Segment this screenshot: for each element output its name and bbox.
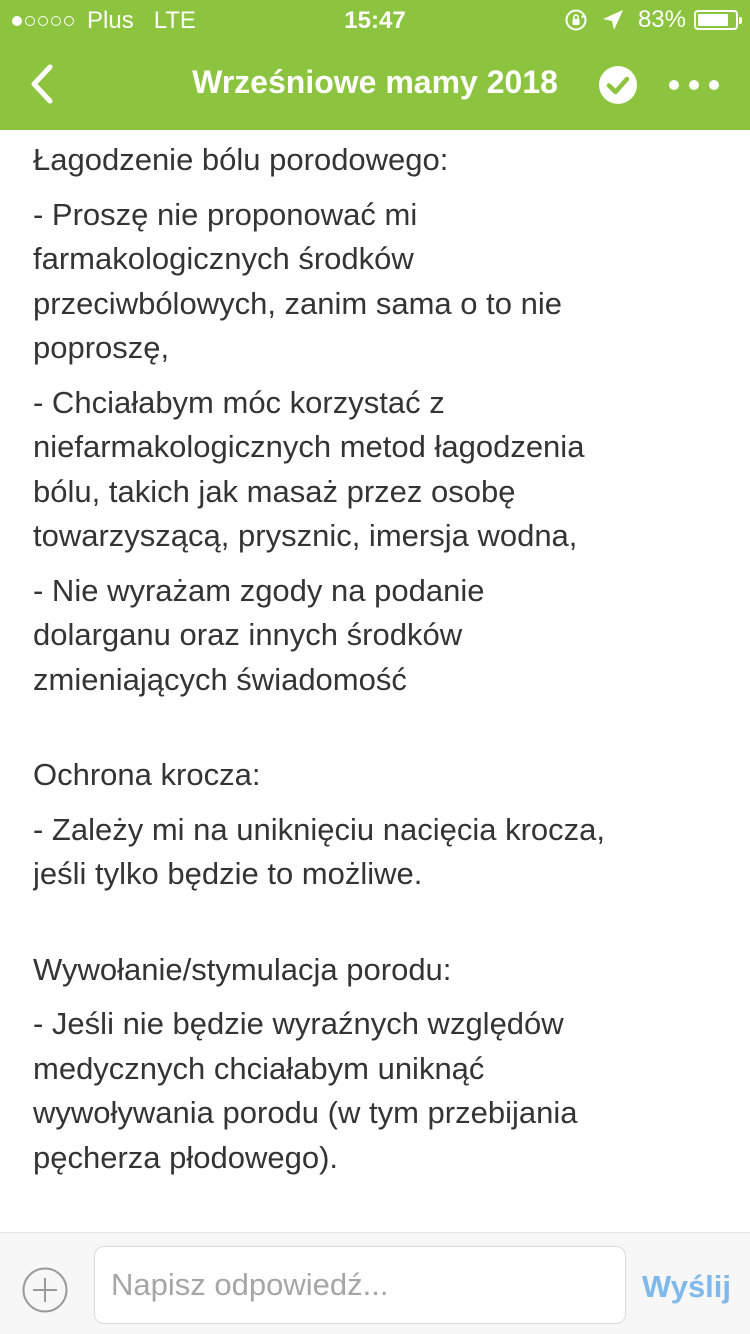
back-button[interactable] [20, 60, 70, 110]
add-attachment-button[interactable] [22, 1267, 68, 1313]
section-heading: Ochrona krocza: [33, 757, 261, 792]
paragraph-gap [33, 702, 733, 745]
more-options-button[interactable] [664, 66, 724, 104]
carrier-name: Plus [87, 7, 134, 34]
plus-circle-icon [22, 1267, 68, 1313]
paragraph-gap [33, 897, 733, 940]
rotation-lock-icon [564, 8, 588, 32]
message-body [33, 130, 733, 1230]
list-item: - Zależy mi na uniknięciu nacięcia krocza, jeśli tylko będzie to możliwe. [33, 811, 606, 891]
ellipsis-icon [664, 66, 724, 104]
battery-level [698, 14, 728, 26]
section-heading: Wywołanie/stymulacja porodu: [33, 951, 452, 987]
send-button[interactable]: Wyślij [642, 1269, 732, 1304]
nav-bar [0, 40, 750, 130]
status-time: 15:47 [344, 7, 406, 34]
section-heading: Łagodzenie bólu porodowego: [33, 142, 449, 177]
battery-icon [694, 10, 738, 30]
list-item: - Proszę nie proponować mi farmakologicznych środków przeciwbólowych, zanim sama o to nie poproszę, [33, 196, 562, 365]
page-title: Wrześniowe mamy 2018 [192, 64, 558, 100]
list-item: - Jeśli nie będzie wyraźnych względów medycznych chciałabym uniknąć wywoływania porodu (w tym przebijania pęcherza płodowego). [33, 1006, 578, 1175]
battery-percent: 83% [637, 6, 686, 33]
reply-input[interactable] [94, 1246, 626, 1324]
reply-bar [0, 1232, 750, 1334]
list-item: - Chciałabym móc korzystać z niefarmakologicznych metod łagodzenia bólu, takich jak masaż przez osobę towarzyszącą, prysznic, imersja wodna, [33, 384, 585, 553]
status-bar [0, 0, 750, 40]
chevron-left-icon [20, 60, 70, 110]
location-arrow-icon [602, 9, 624, 31]
check-button[interactable] [598, 65, 638, 105]
list-item: - Nie wyrażam zgody na podanie dolarganu oraz innych środków zmieniających świadomość [33, 572, 485, 697]
status-right [564, 6, 738, 34]
network-type: LTE [153, 7, 196, 34]
check-circle-icon [598, 65, 638, 105]
